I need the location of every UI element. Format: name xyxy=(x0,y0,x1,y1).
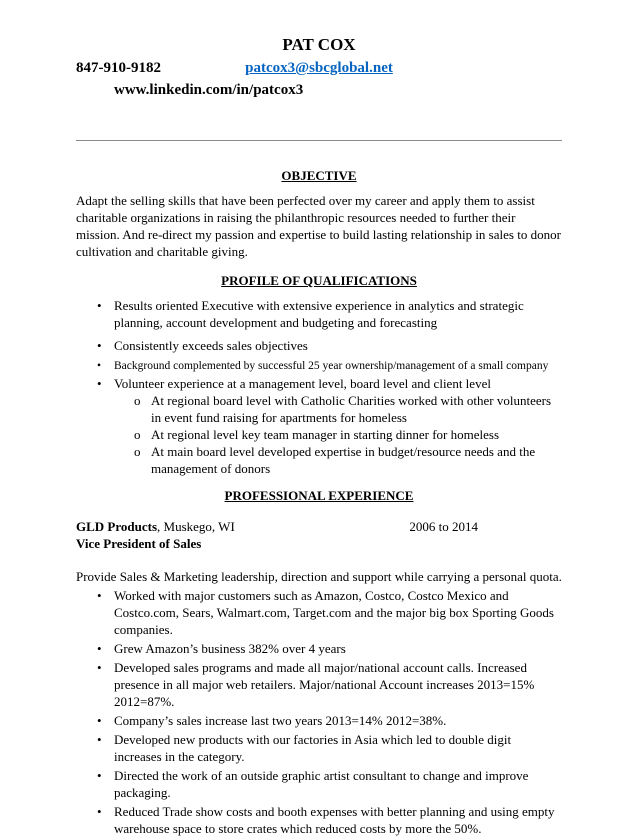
job-summary: Provide Sales & Marketing leadership, direction and support while carrying a personal quota. xyxy=(76,569,562,584)
sub-qualification-text: At regional board level with Catholic Charities worked with other volunteers in event fund raising for apartments for homeless xyxy=(151,393,552,425)
phone-number: 847-910-9182 xyxy=(76,60,161,76)
bullet-icon: • xyxy=(97,660,102,675)
candidate-name: PAT COX xyxy=(282,35,356,54)
sub-qualification-text: At regional level key team manager in starting dinner for homeless xyxy=(151,427,499,442)
sub-bullet-icon: o xyxy=(134,427,141,442)
qualification-item xyxy=(97,359,562,374)
experience-text: Developed new products with our factories in Asia which led to double digit increases in the category. xyxy=(114,732,512,764)
bullet-icon: • xyxy=(97,298,102,313)
bullet-icon: • xyxy=(97,713,102,728)
sub-qualification-item xyxy=(134,443,562,477)
qualification-text: Consistently exceeds sales objectives xyxy=(114,338,308,353)
qualification-text: Results oriented Executive with extensive experience in analytics and strategic planning, account development and budgeting and forecasting xyxy=(114,298,524,330)
qualification-item xyxy=(97,297,562,331)
bullet-icon: • xyxy=(97,732,102,747)
experience-item xyxy=(97,587,562,638)
sub-qualification-text: At main board level developed expertise in budget/resource needs and the management of donors xyxy=(151,444,536,476)
bullet-icon: • xyxy=(97,376,102,391)
experience-text: Developed sales programs and made all major/national account calls. Increased presence in all major web retailers. Major/national Account increases 2013=15% 2012=87%. xyxy=(114,660,535,709)
experience-text: Directed the work of an outside graphic artist consultant to change and improve packaging. xyxy=(114,768,529,800)
qualifications-list xyxy=(76,297,562,477)
company-name: GLD Products xyxy=(76,519,158,534)
qualification-item xyxy=(97,375,562,392)
qualification-text: Volunteer experience at a management level, board level and client level xyxy=(114,376,491,391)
experience-item xyxy=(97,767,562,801)
experience-item xyxy=(97,731,562,765)
experience-item xyxy=(97,659,562,710)
bullet-icon: • xyxy=(97,804,102,819)
company-and-location xyxy=(76,518,235,535)
sub-bullet-icon: o xyxy=(134,393,141,408)
qualification-text: Background complemented by successful 25 year ownership/management of a small company xyxy=(114,360,549,372)
experience-text: Reduced Trade show costs and booth expenses with better planning and using empty warehouse space to store crates which reduced costs by more the 50%. xyxy=(114,804,555,836)
contact-line xyxy=(76,58,562,78)
bullet-icon: • xyxy=(97,338,102,353)
section-heading-objective: OBJECTIVE xyxy=(281,168,357,183)
employment-dates: 2006 to 2014 xyxy=(409,519,478,534)
qualification-item xyxy=(97,337,562,354)
company-line xyxy=(76,518,562,535)
experience-item xyxy=(97,712,562,729)
objective-paragraph: Adapt the selling skills that have been perfected over my career and apply them to assist charitable organizations in raising the philanthropic resources needed to further their mission. And re-direct my passion and expertise to build lasting relationship in sales to donor cultivation and charitable giving. xyxy=(76,193,561,259)
experience-item xyxy=(97,640,562,657)
experience-section xyxy=(76,487,562,837)
section-heading-experience: PROFESSIONAL EXPERIENCE xyxy=(224,488,414,503)
experience-list xyxy=(76,587,562,837)
experience-text: Company’s sales increase last two years 2013=14% 2012=38%. xyxy=(114,713,447,728)
bullet-icon: • xyxy=(97,768,102,783)
job-title: Vice President of Sales xyxy=(76,536,202,551)
sub-bullet-icon: o xyxy=(134,444,141,459)
sub-qualification-item xyxy=(134,426,562,443)
linkedin-url: www.linkedin.com/in/patcox3 xyxy=(114,82,304,98)
header-block xyxy=(76,34,562,141)
bullet-icon: • xyxy=(97,360,102,372)
objective-section xyxy=(76,167,562,260)
sub-qualification-item xyxy=(134,392,562,426)
email-link[interactable]: patcox3@sbcglobal.net xyxy=(245,60,393,76)
bullet-icon: • xyxy=(97,588,102,603)
experience-text: Grew Amazon’s business 382% over 4 years xyxy=(114,641,346,656)
company-location: , Muskego, WI xyxy=(157,519,235,534)
experience-item xyxy=(97,803,562,837)
bullet-icon: • xyxy=(97,641,102,656)
header-divider xyxy=(76,140,562,141)
qualifications-section xyxy=(76,272,562,477)
experience-text: Worked with major customers such as Amazon, Costco, Costco Mexico and Costco.com, Sears, Walmart.com, Target.com and the major big box Sporting Goods companies. xyxy=(114,588,554,637)
section-heading-qualifications: PROFILE OF QUALIFICATIONS xyxy=(221,273,417,288)
